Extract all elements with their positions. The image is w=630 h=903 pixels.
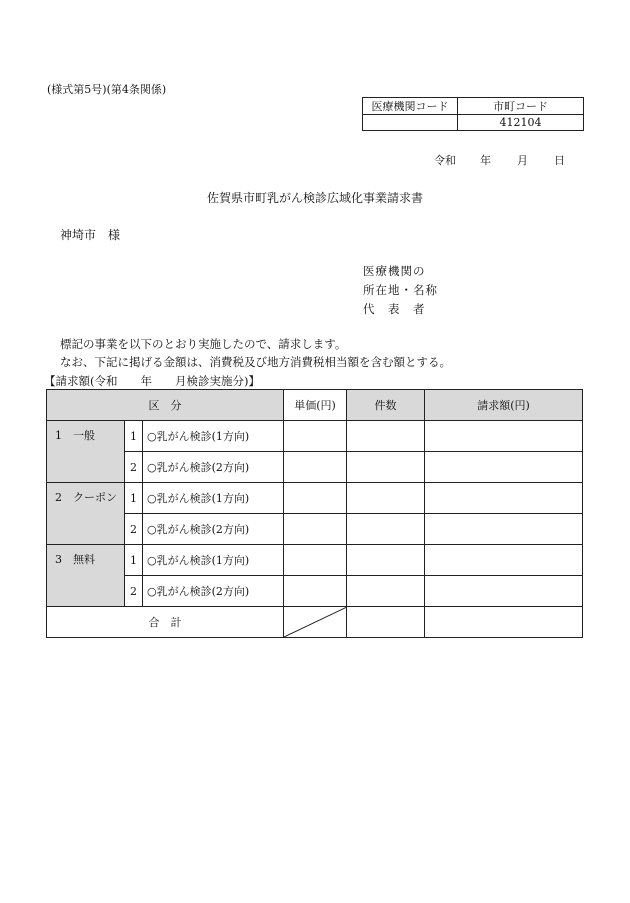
row-number: 1 xyxy=(125,483,143,514)
date-year: 年 xyxy=(480,154,491,167)
count-cell[interactable] xyxy=(347,483,425,514)
amount-cell[interactable] xyxy=(425,421,583,452)
header-category: 区 分 xyxy=(47,390,284,421)
table-header-row xyxy=(47,390,583,421)
row-item: ○乳がん検診(1方向) xyxy=(143,421,284,452)
institution-line-2: 所在地・名称 xyxy=(363,283,438,297)
amount-cell[interactable] xyxy=(425,483,583,514)
amount-cell[interactable] xyxy=(425,452,583,483)
date-era: 令和 xyxy=(434,154,456,167)
group-label-free: 3 無料 xyxy=(47,545,125,607)
table-row xyxy=(47,545,583,576)
table-row xyxy=(47,576,583,607)
count-cell[interactable] xyxy=(347,421,425,452)
row-number: 1 xyxy=(125,545,143,576)
table-row xyxy=(47,514,583,545)
group-label-general: 1 一般 xyxy=(47,421,125,483)
group-label-coupon: 2 クーポン xyxy=(47,483,125,545)
city-code-header: 市町コード xyxy=(458,98,584,115)
unit-price-cell[interactable] xyxy=(284,514,347,545)
form-number: (様式第5号)(第4条関係) xyxy=(47,83,167,96)
unit-price-cell[interactable] xyxy=(284,452,347,483)
code-table xyxy=(362,97,584,131)
total-label: 合 計 xyxy=(47,607,284,638)
count-cell[interactable] xyxy=(347,514,425,545)
row-item: ○乳がん検診(2方向) xyxy=(143,514,284,545)
row-number: 2 xyxy=(125,452,143,483)
recipient: 神埼市 様 xyxy=(60,228,121,242)
count-cell[interactable] xyxy=(347,545,425,576)
count-cell[interactable] xyxy=(347,452,425,483)
amount-cell[interactable] xyxy=(425,514,583,545)
unit-price-cell[interactable] xyxy=(284,576,347,607)
row-item: ○乳がん検診(2方向) xyxy=(143,576,284,607)
medical-code-header: 医療機関コード xyxy=(363,98,458,115)
city-code-value: 412104 xyxy=(458,115,584,131)
row-item: ○乳がん検診(1方向) xyxy=(143,483,284,514)
institution-line-3: 代 表 者 xyxy=(363,302,426,316)
body-line-1: 標記の事業を以下のとおり実施したので、請求します。 xyxy=(60,337,347,351)
header-count: 件数 xyxy=(347,390,425,421)
institution-line-1: 医療機関の xyxy=(363,264,426,278)
row-number: 2 xyxy=(125,514,143,545)
total-unit-price-crossed xyxy=(284,607,347,638)
total-amount-cell[interactable] xyxy=(425,607,583,638)
billing-table xyxy=(46,389,583,638)
date-line xyxy=(434,152,565,168)
date-month: 月 xyxy=(517,154,528,167)
diagonal-line-icon xyxy=(284,607,347,637)
section-heading: 【請求額(令和 年 月検診実施分)】 xyxy=(44,374,260,388)
total-row xyxy=(47,607,583,638)
row-number: 1 xyxy=(125,421,143,452)
medical-code-value[interactable] xyxy=(363,115,458,131)
table-row xyxy=(47,452,583,483)
body-line-2: なお、下記に掲げる金額は、消費税及び地方消費税相当額を含む額とする。 xyxy=(60,355,451,369)
count-cell[interactable] xyxy=(347,576,425,607)
amount-cell[interactable] xyxy=(425,576,583,607)
table-row xyxy=(47,483,583,514)
table-row xyxy=(47,421,583,452)
row-item: ○乳がん検診(1方向) xyxy=(143,545,284,576)
unit-price-cell[interactable] xyxy=(284,483,347,514)
row-number: 2 xyxy=(125,576,143,607)
unit-price-cell[interactable] xyxy=(284,421,347,452)
total-count-cell[interactable] xyxy=(347,607,425,638)
document-title: 佐賀県市町乳がん検診広域化事業請求書 xyxy=(206,191,423,205)
amount-cell[interactable] xyxy=(425,545,583,576)
date-day: 日 xyxy=(554,154,565,167)
header-unit-price: 単価(円) xyxy=(284,390,347,421)
header-amount: 請求額(円) xyxy=(425,390,583,421)
unit-price-cell[interactable] xyxy=(284,545,347,576)
row-item: ○乳がん検診(2方向) xyxy=(143,452,284,483)
